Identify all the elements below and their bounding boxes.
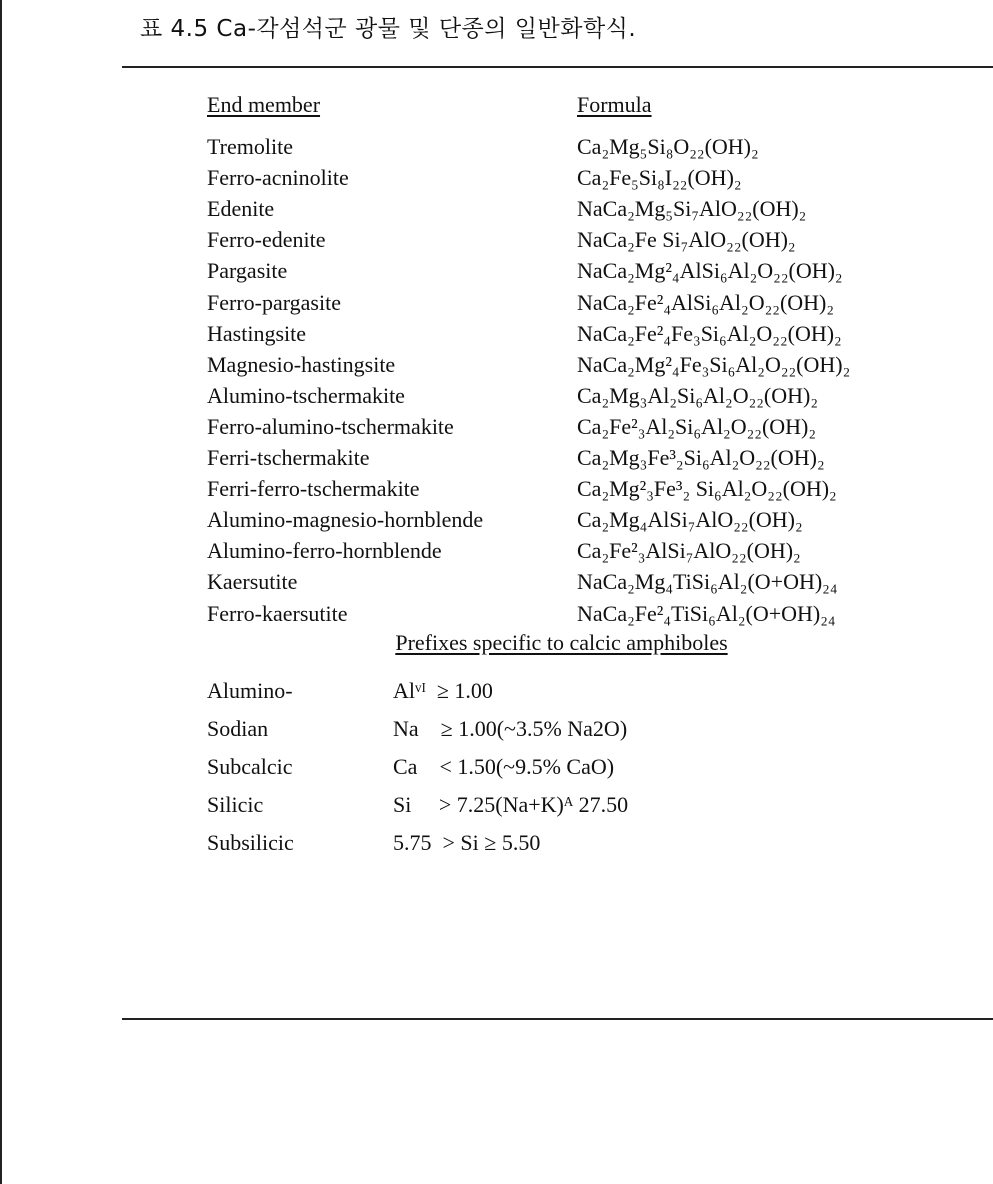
end-member-cell: Ferro-kaersutite bbox=[207, 600, 348, 626]
prefix-name-cell: Subcalcic bbox=[207, 754, 293, 779]
formula-cell: Ca₂Mg²₃Fe³₂ Si₆Al₂O₂₂(OH)₂ bbox=[577, 476, 837, 502]
prefix-name-cell: Silicic bbox=[207, 792, 264, 817]
formula-cell: NaCa₂Mg²₄Fe₃Si₆Al₂O₂₂(OH)₂ bbox=[577, 351, 851, 377]
table-caption: 표 4.5 Ca-각섬석군 광물 및 단종의 일반화학식. bbox=[140, 16, 637, 42]
end-member-cell: Ferro-pargasite bbox=[207, 289, 341, 315]
end-member-cell: Magnesio-hastingsite bbox=[207, 351, 396, 377]
prefix-condition-cell: Na ≥ 1.00(~3.5% Na2O) bbox=[393, 716, 628, 741]
formula-cell: Ca₂Fe₅Si₈I₂₂(OH)₂ bbox=[577, 165, 742, 191]
header-end-member: End member bbox=[207, 92, 321, 117]
end-member-cell: Tremolite bbox=[207, 134, 293, 159]
end-member-cell: Hastingsite bbox=[207, 320, 306, 346]
end-member-cell: Edenite bbox=[207, 196, 275, 222]
formula-cell: NaCa₂Fe Si₇AlO₂₂(OH)₂ bbox=[577, 227, 796, 253]
formula-cell: Ca₂Fe²₃Al₂Si₆Al₂O₂₂(OH)₂ bbox=[577, 413, 817, 439]
formula-cell: Ca₂Mg₅Si₈O₂₂(OH)₂ bbox=[577, 134, 759, 159]
formula-cell: Ca₂Mg₄AlSi₇AlO₂₂(OH)₂ bbox=[577, 507, 803, 533]
end-member-cell: Alumino-tschermakite bbox=[207, 382, 405, 408]
prefix-name-cell: Subsilicic bbox=[207, 830, 294, 855]
prefix-name-cell: Alumino- bbox=[207, 678, 293, 703]
end-member-cell: Ferri-tschermakite bbox=[207, 445, 370, 470]
end-member-cell: Ferro-acninolite bbox=[207, 165, 349, 191]
end-member-cell: Ferri-ferro-tschermakite bbox=[207, 476, 420, 502]
formula-cell: NaCa₂Mg²₄AlSi₆Al₂O₂₂(OH)₂ bbox=[577, 258, 843, 284]
end-member-cell: Kaersutite bbox=[207, 569, 298, 595]
header-formula: Formula bbox=[577, 92, 652, 117]
end-member-cell: Ferro-edenite bbox=[207, 227, 326, 253]
formula-cell: Ca₂Fe²₃AlSi₇AlO₂₂(OH)₂ bbox=[577, 538, 801, 564]
prefix-condition-cell: 5.75 > Si ≥ 5.50 bbox=[393, 830, 541, 855]
formula-cell: NaCa₂Fe²₄TiSi₆Al₂(O+OH)₂₄ bbox=[577, 600, 836, 626]
formula-cell: NaCa₂Mg₄TiSi₆Al₂(O+OH)₂₄ bbox=[577, 569, 838, 595]
end-member-cell: Alumino-magnesio-hornblende bbox=[207, 507, 484, 533]
formula-cell: NaCa₂Mg₅Si₇AlO₂₂(OH)₂ bbox=[577, 196, 807, 222]
prefixes-title bbox=[0, 630, 993, 656]
prefix-condition-cell: Ca < 1.50(~9.5% CaO) bbox=[393, 754, 615, 779]
prefix-condition-cell: Si > 7.25(Na+K)ᴬ 27.50 bbox=[393, 792, 629, 817]
end-member-cell: Pargasite bbox=[207, 258, 288, 284]
prefix-condition-cell: Alᵛᴵ ≥ 1.00 bbox=[393, 678, 493, 703]
end-member-cell: Ferro-alumino-tschermakite bbox=[207, 413, 454, 439]
formula-cell: NaCa₂Fe²₄Fe₃Si₆Al₂O₂₂(OH)₂ bbox=[577, 320, 842, 346]
formula-cell: NaCa₂Fe²₄AlSi₆Al₂O₂₂(OH)₂ bbox=[577, 289, 835, 315]
prefixes-title-text: Prefixes specific to calcic amphiboles bbox=[395, 630, 728, 655]
formula-cell: Ca₂Mg₃Fe³₂Si₆Al₂O₂₂(OH)₂ bbox=[577, 445, 825, 470]
prefix-name-cell: Sodian bbox=[207, 716, 269, 741]
formula-cell: Ca₂Mg₃Al₂Si₆Al₂O₂₂(OH)₂ bbox=[577, 382, 819, 408]
end-member-cell: Alumino-ferro-hornblende bbox=[207, 538, 442, 564]
